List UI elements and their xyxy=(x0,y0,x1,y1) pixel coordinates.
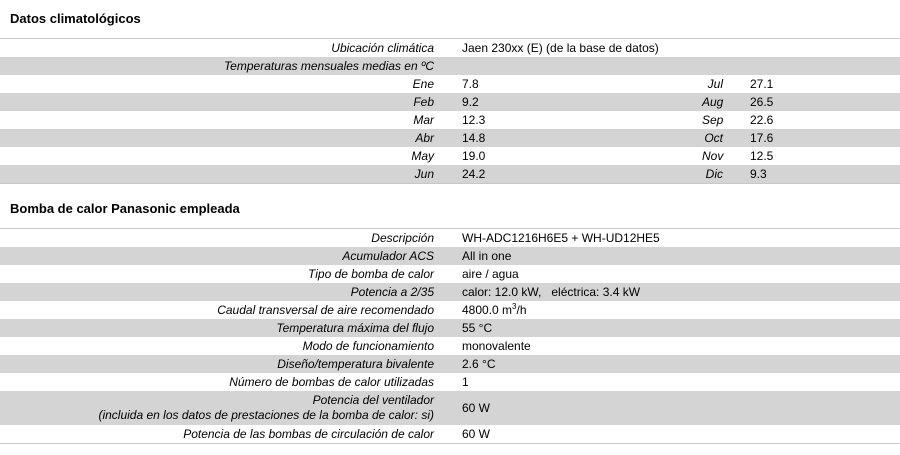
table-row xyxy=(0,301,900,319)
month-label: Aug xyxy=(702,93,750,111)
pump-row-value: monovalente xyxy=(462,337,900,355)
temps-label: Temperaturas mensuales medias en ºC xyxy=(0,57,462,75)
pump-row-value: 55 °C xyxy=(462,319,900,337)
pump-row-label: Potencia de las bombas de circulación de calor xyxy=(0,425,462,444)
month-value: 14.8 xyxy=(462,129,702,147)
month-value: 19.0 xyxy=(462,147,702,165)
table-row xyxy=(0,425,900,444)
month-label: Mar xyxy=(0,111,462,129)
table-row xyxy=(0,265,900,283)
pump-row-label: Tipo de bomba de calor xyxy=(0,265,462,283)
pump-row-value: WH-ADC1216H6E5 + WH-UD12HE5 xyxy=(462,229,900,248)
table-row xyxy=(0,391,900,425)
month-value: 7.8 xyxy=(462,75,702,93)
pump-row-label: Caudal transversal de aire recomendado xyxy=(0,301,462,319)
pump-row-label: Potencia a 2/35 xyxy=(0,283,462,301)
pump-table xyxy=(0,228,900,444)
month-row xyxy=(0,165,900,184)
pump-row-value: aire / agua xyxy=(462,265,900,283)
fan-power-note: (incluida en los datos de prestaciones de la bomba de calor: si) xyxy=(98,408,434,422)
pump-row-label: Acumulador ACS xyxy=(0,247,462,265)
table-row xyxy=(0,229,900,248)
month-value: 22.6 xyxy=(750,111,900,129)
pump-section-title: Bomba de calor Panasonic empleada xyxy=(10,201,240,216)
month-label: Jun xyxy=(0,165,462,184)
month-label: Abr xyxy=(0,129,462,147)
pump-row-label: Número de bombas de calor utilizadas xyxy=(0,373,462,391)
month-row xyxy=(0,147,900,165)
pump-row-value xyxy=(462,301,900,319)
table-row xyxy=(0,337,900,355)
month-value: 24.2 xyxy=(462,165,702,184)
month-value: 9.2 xyxy=(462,93,702,111)
month-label: Jul xyxy=(702,75,750,93)
table-row xyxy=(0,373,900,391)
table-row xyxy=(0,57,900,75)
table-row xyxy=(0,283,900,301)
pump-row-label: Modo de funcionamiento xyxy=(0,337,462,355)
pump-row-value: calor: 12.0 kW, eléctrica: 3.4 kW xyxy=(462,283,900,301)
month-value: 12.5 xyxy=(750,147,900,165)
pump-row-label: Diseño/temperatura bivalente xyxy=(0,355,462,373)
month-value: 26.5 xyxy=(750,93,900,111)
pump-row-label xyxy=(0,391,462,425)
month-value: 12.3 xyxy=(462,111,702,129)
pump-row-value: 1 xyxy=(462,373,900,391)
month-label: Nov xyxy=(702,147,750,165)
pump-row-value: All in one xyxy=(462,247,900,265)
pump-row-label: Descripción xyxy=(0,229,462,248)
airflow-exponent: 3 xyxy=(512,302,517,311)
month-label: Dic xyxy=(702,165,750,184)
pump-row-label: Temperatura máxima del flujo xyxy=(0,319,462,337)
location-value: Jaen 230xx (E) (de la base de datos) xyxy=(462,41,659,55)
month-label: Feb xyxy=(0,93,462,111)
table-row xyxy=(0,319,900,337)
airflow-value: 4800.0 m xyxy=(462,303,513,317)
month-row xyxy=(0,93,900,111)
pump-row-value: 60 W xyxy=(462,425,900,444)
month-label: Oct xyxy=(702,129,750,147)
table-row xyxy=(0,355,900,373)
month-value: 27.1 xyxy=(750,75,900,93)
climate-section-title: Datos climatológicos xyxy=(10,11,141,26)
table-row xyxy=(0,247,900,265)
airflow-unit-suffix: /h xyxy=(516,303,527,317)
month-value: 17.6 xyxy=(750,129,900,147)
fan-power-label: Potencia del ventilador xyxy=(312,393,434,407)
month-label: May xyxy=(0,147,462,165)
pump-row-value: 60 W xyxy=(462,391,900,425)
month-label: Ene xyxy=(0,75,462,93)
table-row xyxy=(0,39,900,58)
month-row xyxy=(0,75,900,93)
climate-table xyxy=(0,38,900,184)
month-label: Sep xyxy=(702,111,750,129)
pump-row-value: 2.6 °C xyxy=(462,355,900,373)
month-value: 9.3 xyxy=(750,165,900,184)
month-row xyxy=(0,129,900,147)
month-row xyxy=(0,111,900,129)
location-label: Ubicación climática xyxy=(0,39,462,58)
